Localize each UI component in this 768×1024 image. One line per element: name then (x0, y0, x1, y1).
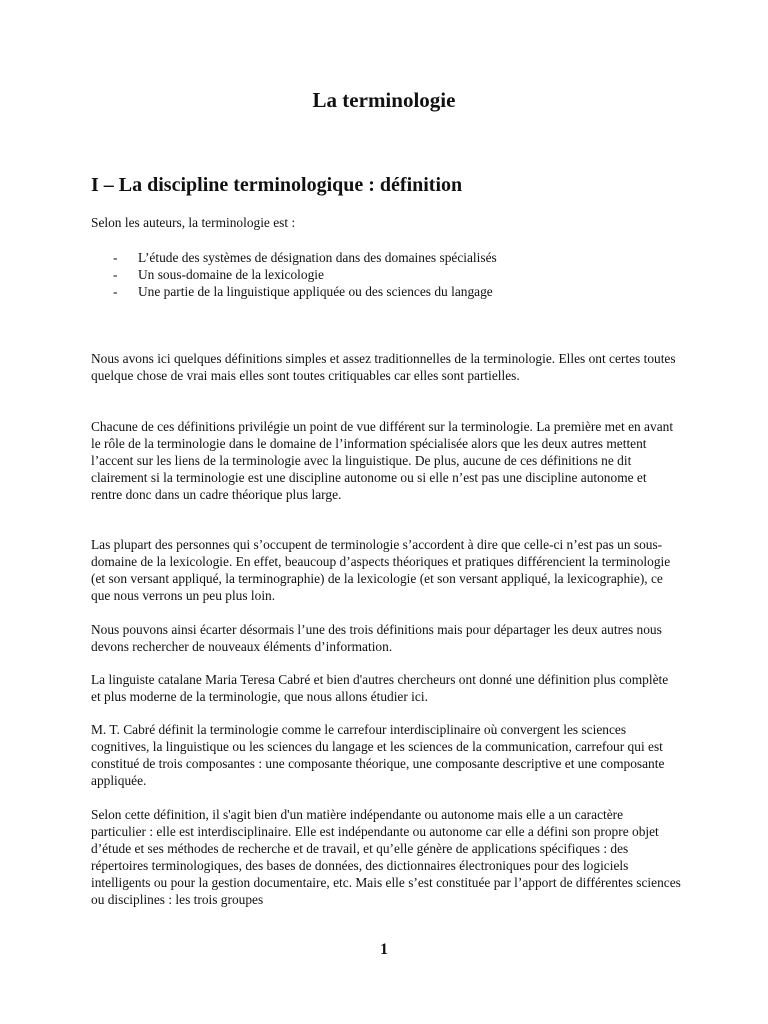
document-title: La terminologie (312, 88, 456, 112)
list-dash: - (113, 267, 118, 282)
definition-list (113, 249, 673, 300)
paragraph: Las plupart des personnes qui s’occupent de terminologie s’accordent à dire que celle-ci n’est pas un sous-domaine de la lexicologie. En effet, beaucoup d’aspects théoriques et pratiques différencient la terminologie (et son versant appliqué, la terminographie) de la lexicologie (et son versant appliqué, la lexicographie), ce que nous verrons un peu plus loin. (91, 537, 671, 603)
paragraph: Nous pouvons ainsi écarter désormais l’une des trois définitions mais pour départager les deux autres nous devons rechercher de nouveaux éléments d’information. (91, 622, 662, 654)
list-item-text: Un sous-domaine de la lexicologie (138, 267, 324, 282)
list-item (113, 283, 673, 300)
section-heading: I – La discipline terminologique : définition (91, 174, 463, 196)
list-dash: - (113, 284, 118, 299)
paragraph: La linguiste catalane Maria Teresa Cabré et bien d'autres chercheurs ont donné une définition plus complète et plus moderne de la terminologie, que nous allons étudier ici. (91, 672, 669, 704)
list-item-text: Une partie de la linguistique appliquée ou des sciences du langage (138, 284, 493, 299)
paragraph: Chacune de ces définitions privilégie un point de vue différent sur la terminologie. La première met en avant le rôle de la terminologie dans le domaine de l’information spécialisée alors que les deux autres mettent l’accent sur les liens de la terminologie avec la linguistique. De plus, aucune de ces définitions ne dit clairement si la terminologie est une discipline autonome ou si elle n’est pas une discipline autonome et rentre donc dans un cadre théorique plus large. (91, 419, 674, 502)
paragraph: M. T. Cabré définit la terminologie comme le carrefour interdisciplinaire où convergent les sciences cognitives, la linguistique ou les sciences du langage et les sciences de la communication, carrefour qui est constitué de trois composantes : une composante théorique, une composante descriptive et une composante appliquée. (91, 722, 665, 788)
paragraph: Nous avons ici quelques définitions simples et assez traditionnelles de la terminologie. Elles ont certes toutes quelque chose de vrai mais elles sont toutes critiquables car elles sont partielles. (91, 351, 676, 383)
list-dash: - (113, 250, 118, 265)
intro-sentence: Selon les auteurs, la terminologie est : (91, 215, 296, 230)
list-item (113, 249, 673, 266)
paragraph: Selon cette définition, il s'agit bien d'un matière indépendante ou autonome mais elle a un caractère particulier : elle est interdisciplinaire. Elle est indépendante ou autonome car elle a défini son propre objet d’étude et ses méthodes de recherche et de travail, et qu’elle génère de applications spécifiques : des répertoires terminologiques, des bases de données, des dictionnaires électroniques pour des logiciels intelligents ou pour la gestion documentaire, etc. Mais elle s’est constituée par l’apport de différentes sciences ou disciplines : les trois groupes (91, 807, 681, 907)
list-item-text: L’étude des systèmes de désignation dans des domaines spécialisés (138, 250, 497, 265)
list-item (113, 266, 673, 283)
page-number: 1 (380, 941, 388, 958)
